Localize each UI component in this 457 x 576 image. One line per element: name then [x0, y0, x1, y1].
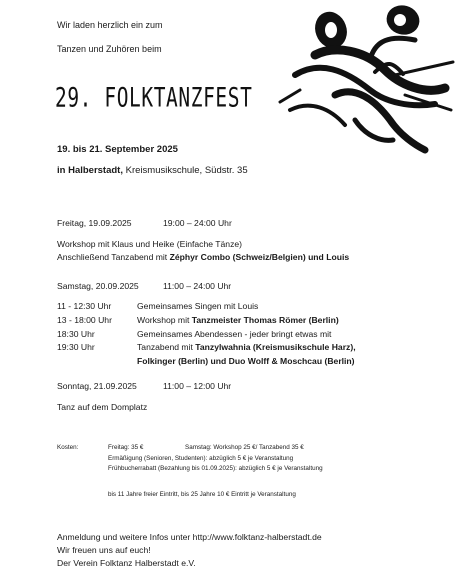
costs-saturday: Samstag: Workshop 25 €/ Tanzabend 35 € — [185, 444, 304, 451]
saturday-row-text-bold: Tanzmeister Thomas Römer (Berlin) — [191, 315, 339, 325]
saturday-time: 11:00 – 24:00 Uhr — [163, 281, 232, 291]
friday-evening-prefix: Anschließend Tanzabend mit — [57, 252, 170, 262]
page-title: 29. FOLKTANZFEST — [55, 82, 253, 114]
friday-workshop: Workshop mit Klaus und Heike (Einfache Tänze) — [57, 239, 243, 249]
saturday-row-time: 11 - 12:30 Uhr — [57, 301, 112, 311]
saturday-row-text — [137, 301, 258, 311]
event-dates: 19. bis 21. September 2025 — [57, 144, 178, 155]
costs-friday: Freitag: 35 € — [108, 444, 144, 451]
saturday-row-text-plain: Gemeinsames Abendessen - jeder bringt etwas mit — [137, 329, 332, 339]
sunday-event: Tanz auf dem Domplatz — [57, 402, 148, 412]
saturday-row-text-bold: Tanzylwahnia (Kreismusikschule Harz), — [195, 342, 356, 352]
saturday-row-time: 13 - 18:00 Uhr — [57, 315, 112, 325]
saturday-row-text — [137, 315, 339, 325]
saturday-row-text-plain: Tanzabend mit — [137, 342, 196, 352]
saturday-row-text — [137, 342, 356, 352]
costs-early-bird: Frühbucherrabatt (Bezahlung bis 01.09.2025): abzüglich 5 € je Veranstaltung — [108, 465, 323, 472]
intro-line-1: Wir laden herzlich ein zum — [57, 20, 163, 30]
saturday-row-text-plain: Gemeinsames Singen mit Louis — [137, 301, 259, 311]
saturday-bands-continuation: Folkinger (Berlin) und Duo Wolff & Moschcau (Berlin) — [137, 356, 355, 366]
saturday-row-time: 19:30 Uhr — [57, 342, 95, 352]
friday-date: Freitag, 19.09.2025 — [57, 218, 132, 228]
footer-welcome: Wir freuen uns auf euch! — [57, 545, 151, 555]
costs-reduced: Ermäßigung (Senioren, Studenten): abzüglich 5 € je Veranstaltung — [108, 455, 294, 462]
saturday-date: Samstag, 20.09.2025 — [57, 281, 139, 291]
saturday-row-text — [137, 329, 331, 339]
friday-band: Zéphyr Combo (Schweiz/Belgien) und Louis — [169, 252, 350, 262]
ink-dancers-icon — [275, 0, 457, 160]
location-address: Kreismusikschule, Südstr. 35 — [125, 165, 248, 176]
costs-children: bis 11 Jahre freier Eintritt, bis 25 Jahre 10 € Eintritt je Veranstaltung — [108, 491, 296, 498]
event-location — [57, 165, 248, 176]
friday-evening — [57, 252, 349, 262]
saturday-row-text-plain: Workshop mit — [137, 315, 192, 325]
intro-line-2: Tanzen und Zuhören beim — [57, 44, 162, 54]
friday-time: 19:00 – 24:00 Uhr — [163, 218, 232, 228]
footer-info: Anmeldung und weitere Infos unter http://www.folktanz-halberstadt.de — [57, 532, 322, 542]
saturday-row-time: 18:30 Uhr — [57, 329, 95, 339]
footer-organizer: Der Verein Folktanz Halberstadt e.V. — [57, 558, 196, 568]
sunday-date: Sonntag, 21.09.2025 — [57, 381, 137, 391]
costs-label: Kosten: — [57, 444, 79, 451]
sunday-time: 11:00 – 12:00 Uhr — [163, 381, 232, 391]
location-city: in Halberstadt, — [57, 165, 123, 176]
